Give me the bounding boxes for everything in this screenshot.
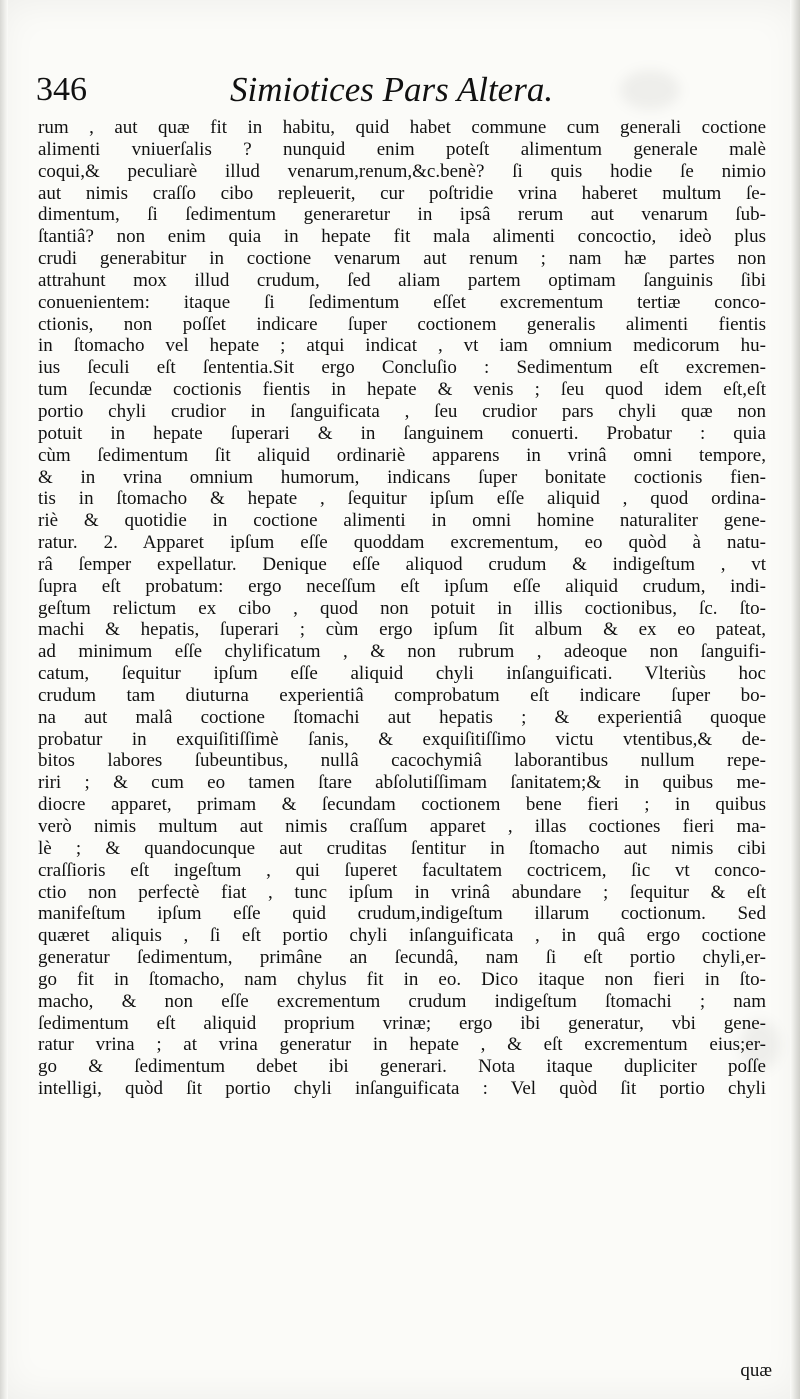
- text-line: ctionis, non poſſet indicare ſuper coctionem generalis alimenti fientis: [38, 313, 766, 335]
- text-line: attrahunt mox illud crudum, ſed aliam partem optimam ſanguinis ſibi: [38, 269, 766, 291]
- text-line: lè ; & quandocunque aut cruditas ſentitur in ſtomacho aut nimis cibi: [38, 837, 766, 859]
- text-line: catum, ſequitur ipſum eſſe aliquid chyli inſanguificati. Vlteriùs hoc: [38, 663, 766, 685]
- text-line: potuit in hepate ſuperari & in ſanguinem conuerti. Probatur : quia: [38, 422, 766, 444]
- text-line: intelligi, quòd ſit portio chyli inſanguificata : Vel quòd ſit portio chyli: [38, 1078, 766, 1100]
- text-line: craſſioris eſt ingeſtum , qui ſuperet facultatem coctricem, ſic vt conco-: [38, 859, 766, 881]
- text-line: tis in ſtomacho & hepate , ſequitur ipſum eſſe aliquid , quod ordina-: [38, 488, 766, 510]
- text-line: crudi generabitur in coctione venarum aut renum ; nam hæ partes non: [38, 248, 766, 270]
- text-line: macho, & non eſſe excrementum crudum indigeſtum ſtomachi ; nam: [38, 990, 766, 1012]
- text-line: cùm ſedimentum ſit aliquid ordinariè apparens in vrinâ omni tempore,: [38, 444, 766, 466]
- text-line: ratur. 2. Apparet ipſum eſſe quoddam excrementum, eo quòd à natu-: [38, 532, 766, 554]
- text-line: ctio non perfectè fiat , tunc ipſum in vrinâ abundare ; ſequitur & eſt: [38, 881, 766, 903]
- text-line: coqui,& peculiarè illud venarum,renum,&c.benè? ſi quis hodie ſe nimio: [38, 160, 766, 182]
- catchword: quæ: [740, 1360, 772, 1381]
- text-line: crudum tam diuturna experientiâ comprobatum eſt indicare ſuper bo-: [38, 684, 766, 706]
- page-left-edge: [0, 0, 8, 1399]
- text-line: go fit in ſtomacho, nam chylus fit in eo. Dico itaque non fieri in ſto-: [38, 968, 766, 990]
- text-line: rum , aut quæ fit in habitu, quid habet commune cum generali coctione: [38, 117, 766, 138]
- text-line: ius ſeculi eſt ſententia.Sit ergo Concluſio : Sedimentum eſt excremen-: [38, 357, 766, 379]
- text-line: machi & hepatis, ſuperari ; cùm ergo ipſum ſit album & ex eo pateat,: [38, 619, 766, 641]
- text-line: portio chyli crudior in ſanguificata , ſeu crudior pars chyli quæ non: [38, 400, 766, 422]
- text-line: ſedimentum eſt aliquid proprium vrinæ; ergo ibi generatur, vbi gene-: [38, 1012, 766, 1034]
- text-line: manifeſtum ipſum eſſe quid crudum,indigeſtum illarum coctionum. Sed: [38, 903, 766, 925]
- text-line: ſupra eſt probatum: ergo neceſſum eſt ipſum eſſe aliquid crudum, indi-: [38, 575, 766, 597]
- body-text: [38, 117, 766, 1100]
- text-line: & in vrina omnium humorum, indicans ſuper bonitate coctionis fien-: [38, 466, 766, 488]
- text-line: dimentum, ſi ſedimentum generaretur in ipsâ rerum aut venarum ſub-: [38, 204, 766, 226]
- text-line: râ ſemper expellatur. Denique eſſe aliquod crudum & indigeſtum , vt: [38, 553, 766, 575]
- page-number: 346: [36, 71, 87, 108]
- text-line: generatur ſedimentum, primâne an ſecundâ, nam ſi eſt portio chyli,er-: [38, 947, 766, 969]
- text-line: in ſtomacho vel hepate ; atqui indicat , vt iam omnium medicorum hu-: [38, 335, 766, 357]
- text-line: aut nimis craſſo cibo repleuerit, cur poſtridie vrina haberet multum ſe-: [38, 182, 766, 204]
- text-line: ſtantiâ? non enim quia in hepate fit mala alimenti concoctio, ideò plus: [38, 226, 766, 248]
- text-line: diocre apparet, primam & ſecundam coctionem bene fieri ; in quibus: [38, 794, 766, 816]
- text-line: ad minimum eſſe chylificatum , & non rubrum , adeoque non ſanguifi-: [38, 641, 766, 663]
- page-right-edge: [790, 0, 800, 1399]
- text-line: bitos labores ſubeuntibus, nullâ cacochymiâ laborantibus nullum repe-: [38, 750, 766, 772]
- page-header: [36, 70, 776, 118]
- text-line: go & ſedimentum debet ibi generari. Nota itaque dupliciter poſſe: [38, 1056, 766, 1078]
- text-line: geſtum relictum ex cibo , quod non potuit in illis coctionibus, ſc. ſto-: [38, 597, 766, 619]
- text-line: riri ; & cum eo tamen ſtare abſolutiſſimam ſanitatem;& in quibus me-: [38, 772, 766, 794]
- running-title: Simiotices Pars Altera.: [230, 70, 554, 109]
- text-line: alimenti vniuerſalis ? nunquid enim poteſt alimentum generale malè: [38, 138, 766, 160]
- text-line: verò nimis multum aut nimis craſſum apparet , illas coctiones fieri ma-: [38, 816, 766, 837]
- text-line: tum ſecundæ coctionis fientis in hepate & venis ; ſeu quod idem eſt,eſt: [38, 379, 766, 401]
- text-line: ratur vrina ; at vrina generatur in hepate , & eſt excrementum eius;er-: [38, 1034, 766, 1056]
- text-line: probatur in exquiſitiſſimè ſanis, & exquiſitiſſimo victu vtentibus,& de-: [38, 728, 766, 750]
- text-line: conuenientem: itaque ſi ſedimentum eſſet excrementum tertiæ conco-: [38, 291, 766, 313]
- text-line: quæret aliquis , ſi eſt portio chyli inſanguificata , in quâ ergo coctione: [38, 925, 766, 947]
- text-line: na aut malâ coctione ſtomachi aut hepatis ; & experientiâ quoque: [38, 706, 766, 728]
- text-line: riè & quotidie in coctione alimenti in omni homine naturaliter gene-: [38, 510, 766, 532]
